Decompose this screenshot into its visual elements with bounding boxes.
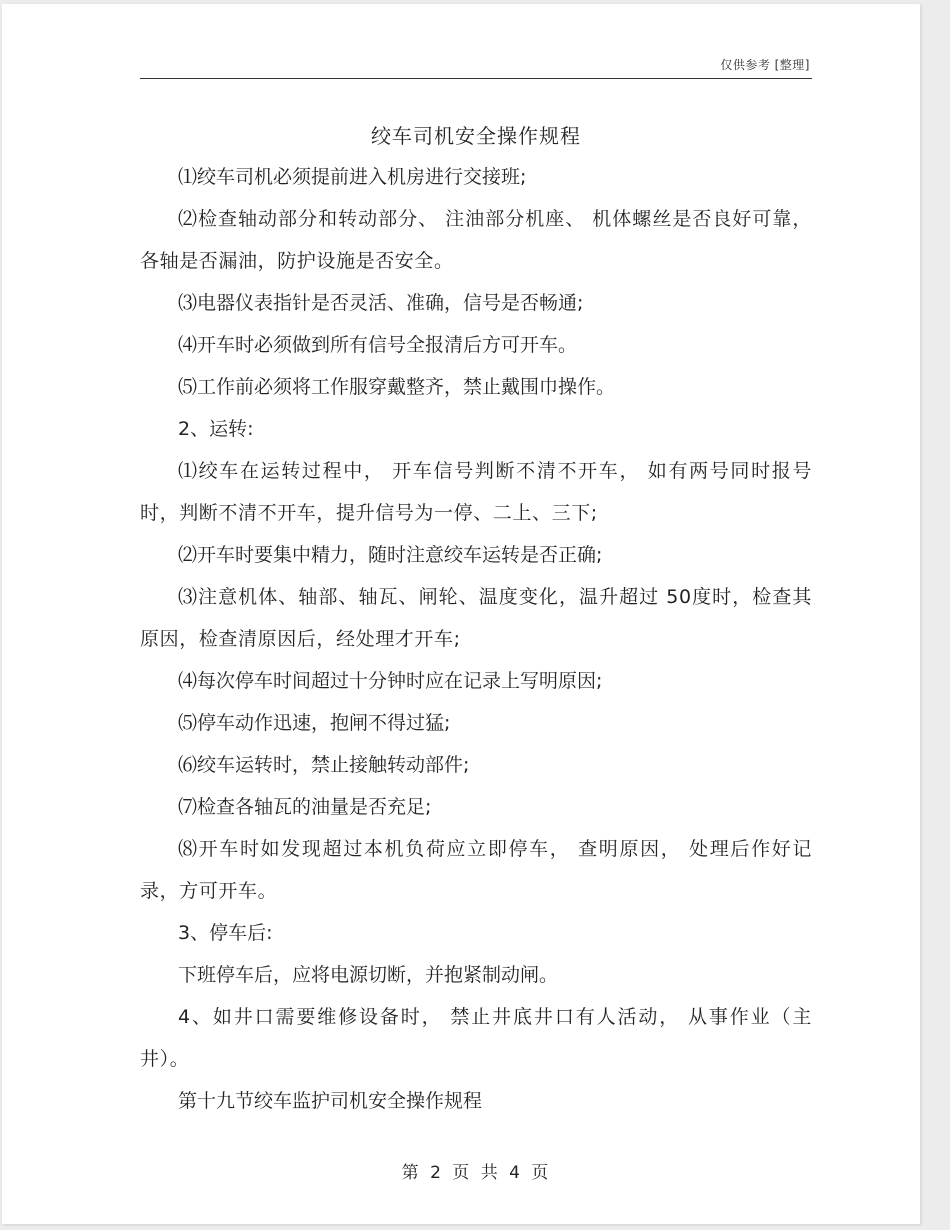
document-body xyxy=(140,156,812,1122)
page-number-footer: 第 2 页 共 4 页 xyxy=(401,1163,549,1183)
paragraph: ⑶电器仪表指针是否灵活、准确，信号是否畅通; xyxy=(178,292,584,314)
paragraph: ⑷每次停车时间超过十分钟时应在记录上写明原因; xyxy=(178,670,603,692)
paragraph: ⑶注意机体、轴部、轴瓦、闸轮、温度变化，温升超过 50度时，检查其原因，检查清原因后，经处理才开车; xyxy=(140,586,812,650)
paragraph: ⑴绞车司机必须提前进入机房进行交接班; xyxy=(178,166,527,188)
paragraph: ⑻开车时如发现超过本机负荷应立即停车， 查明原因， 处理后作好记录，方可开车。 xyxy=(140,838,812,902)
paragraph: 下班停车后，应将电源切断，并抱紧制动闸。 xyxy=(178,964,559,986)
paragraph: ⑺检查各轴瓦的油量是否充足; xyxy=(178,796,432,818)
paragraph: ⑸工作前必须将工作服穿戴整齐，禁止戴围巾操作。 xyxy=(178,376,616,398)
section-heading: 2、运转: xyxy=(178,418,254,440)
header-divider xyxy=(140,78,812,79)
paragraph: 4、如井口需要维修设备时， 禁止井底井口有人活动， 从事作业（主井）。 xyxy=(140,1006,812,1070)
header-note: 仅供参考 [整理] xyxy=(720,58,810,72)
paragraph: ⑹绞车运转时，禁止接触转动部件; xyxy=(178,754,470,776)
paragraph: ⑵检查轴动部分和转动部分、 注油部分机座、 机体螺丝是否良好可靠，各轴是否漏油，防护设施是否安全。 xyxy=(140,208,812,272)
document-page xyxy=(2,4,920,1224)
paragraph: ⑷开车时必须做到所有信号全报清后方可开车。 xyxy=(178,334,578,356)
paragraph: ⑸停车动作迅速，抱闸不得过猛; xyxy=(178,712,451,734)
paragraph: ⑴绞车在运转过程中， 开车信号判断不清不开车， 如有两号同时报号时，判断不清不开车，提升信号为一停、二上、三下; xyxy=(140,460,812,524)
section-heading: 第十九节绞车监护司机安全操作规程 xyxy=(178,1090,483,1112)
paragraph: ⑵开车时要集中精力，随时注意绞车运转是否正确; xyxy=(178,544,603,566)
document-title: 绞车司机安全操作规程 xyxy=(371,124,581,148)
section-heading: 3、停车后: xyxy=(178,922,273,944)
